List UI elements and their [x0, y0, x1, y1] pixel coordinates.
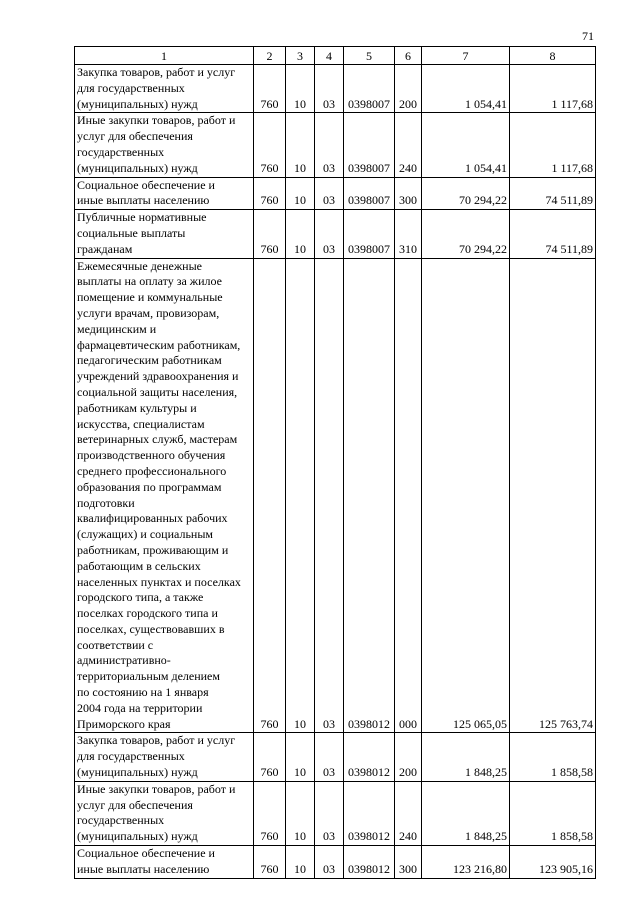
row-name-line: помещение и коммунальные — [77, 290, 223, 305]
admin-code-cell: 760 — [254, 733, 286, 781]
subsection-cell: 03 — [315, 113, 344, 177]
section-cell: 10 — [286, 846, 315, 879]
row-name-line: Закупка товаров, работ и услуг — [77, 65, 236, 79]
row-name-line: государственных — [77, 813, 165, 828]
row-name-line: услуг для обеспечения — [77, 797, 193, 812]
subsection-cell: 03 — [315, 177, 344, 210]
row-name-line: работникам, проживающим и — [77, 542, 229, 557]
row-name-cell — [75, 177, 254, 210]
row-name-line: выплаты на оплату за жилое — [77, 274, 222, 289]
row-name-line: 2004 года на территории — [77, 700, 203, 715]
expense-type-cell: 200 — [395, 65, 422, 113]
row-name-line: образования по программам — [77, 479, 222, 494]
section-cell: 10 — [286, 733, 315, 781]
row-name-line: (муниципальных) нужд — [77, 96, 198, 111]
target-article-cell: 0398007 — [344, 177, 395, 210]
admin-code-cell: 760 — [254, 781, 286, 845]
row-name-line: работникам культуры и — [77, 400, 197, 415]
target-article-cell: 0398007 — [344, 210, 395, 258]
subsection-cell: 03 — [315, 210, 344, 258]
amount-year-1-cell: 1 848,25 — [422, 781, 510, 845]
amount-year-1-cell: 1 054,41 — [422, 113, 510, 177]
row-name-cell — [75, 210, 254, 258]
row-name-line: иные выплаты населению — [77, 861, 210, 876]
header-cell: 4 — [315, 47, 344, 65]
row-name-line: работающим в сельских — [77, 558, 201, 573]
row-name-line: по состоянию на 1 января — [77, 685, 209, 700]
row-name-line: Социальное обеспечение и — [77, 846, 215, 861]
row-name-line: поселках, существовавших в — [77, 621, 225, 636]
table-row — [75, 781, 596, 845]
expense-type-cell: 300 — [395, 846, 422, 879]
row-name-cell — [75, 846, 254, 879]
row-name-line: (муниципальных) нужд — [77, 829, 198, 844]
amount-year-1-cell: 70 294,22 — [422, 210, 510, 258]
amount-year-2-cell: 1 858,58 — [510, 781, 596, 845]
row-name-line: учреждений здравоохранения и — [77, 369, 239, 384]
header-cell: 6 — [395, 47, 422, 65]
row-name-line: для государственных — [77, 80, 185, 95]
row-name-line: Публичные нормативные — [77, 210, 207, 225]
header-cell: 8 — [510, 47, 596, 65]
subsection-cell: 03 — [315, 846, 344, 879]
row-name-line: Иные закупки товаров, работ и — [77, 781, 236, 796]
section-cell: 10 — [286, 65, 315, 113]
section-cell: 10 — [286, 781, 315, 845]
row-name-line: медицинским и — [77, 321, 157, 336]
row-name-cell — [75, 781, 254, 845]
row-name-line: услуг для обеспечения — [77, 129, 193, 144]
section-cell: 10 — [286, 113, 315, 177]
section-cell: 10 — [286, 177, 315, 210]
amount-year-2-cell: 1 858,58 — [510, 733, 596, 781]
admin-code-cell: 760 — [254, 113, 286, 177]
amount-year-2-cell: 74 511,89 — [510, 177, 596, 210]
row-name-line: педагогическим работникам — [77, 353, 222, 368]
target-article-cell: 0398007 — [344, 65, 395, 113]
section-cell: 10 — [286, 258, 315, 733]
header-cell: 1 — [75, 47, 254, 65]
amount-year-2-cell: 125 763,74 — [510, 258, 596, 733]
amount-year-2-cell: 123 905,16 — [510, 846, 596, 879]
amount-year-1-cell: 1 054,41 — [422, 65, 510, 113]
row-name-line: фармацевтическим работникам, — [77, 337, 241, 352]
row-name-cell — [75, 733, 254, 781]
row-name-line: подготовки — [77, 495, 135, 510]
table-row — [75, 210, 596, 258]
table-row — [75, 846, 596, 879]
expense-type-cell: 310 — [395, 210, 422, 258]
row-name-line: Закупка товаров, работ и услуг — [77, 733, 236, 748]
amount-year-1-cell: 123 216,80 — [422, 846, 510, 879]
target-article-cell: 0398012 — [344, 846, 395, 879]
row-name-line: искусства, специалистам — [77, 416, 205, 431]
row-name-line: соответствии с — [77, 637, 154, 652]
amount-year-1-cell: 125 065,05 — [422, 258, 510, 733]
target-article-cell: 0398012 — [344, 781, 395, 845]
expense-type-cell: 300 — [395, 177, 422, 210]
row-name-line: иные выплаты населению — [77, 193, 210, 208]
row-name-line: поселках городского типа и — [77, 606, 218, 621]
budget-table — [74, 46, 596, 879]
row-name-line: городского типа, а также — [77, 590, 204, 605]
table-row — [75, 733, 596, 781]
subsection-cell: 03 — [315, 781, 344, 845]
table-row — [75, 258, 596, 733]
row-name-line: населенных пунктах и поселках — [77, 574, 241, 589]
admin-code-cell: 760 — [254, 210, 286, 258]
header-cell: 3 — [286, 47, 315, 65]
target-article-cell: 0398012 — [344, 258, 395, 733]
header-cell: 7 — [422, 47, 510, 65]
subsection-cell: 03 — [315, 65, 344, 113]
expense-type-cell: 200 — [395, 733, 422, 781]
table-body — [75, 65, 596, 879]
row-name-line: административно- — [77, 653, 171, 668]
row-name-line: (служащих) и социальным — [77, 527, 213, 542]
target-article-cell: 0398012 — [344, 733, 395, 781]
page-number: 71 — [582, 29, 594, 43]
amount-year-2-cell: 74 511,89 — [510, 210, 596, 258]
admin-code-cell: 760 — [254, 258, 286, 733]
row-name-line: для государственных — [77, 749, 185, 764]
expense-type-cell: 240 — [395, 781, 422, 845]
row-name-cell — [75, 65, 254, 113]
amount-year-1-cell: 1 848,25 — [422, 733, 510, 781]
row-name-line: ветеринарных служб, мастерам — [77, 432, 238, 447]
subsection-cell: 03 — [315, 733, 344, 781]
header-cell: 2 — [254, 47, 286, 65]
expense-type-cell: 000 — [395, 258, 422, 733]
amount-year-1-cell: 70 294,22 — [422, 177, 510, 210]
row-name-line: Приморского края — [77, 716, 171, 731]
amount-year-2-cell: 1 117,68 — [510, 113, 596, 177]
table-row — [75, 113, 596, 177]
row-name-line: производственного обучения — [77, 448, 226, 463]
target-article-cell: 0398007 — [344, 113, 395, 177]
row-name-line: государственных — [77, 144, 165, 159]
table-row — [75, 65, 596, 113]
row-name-line: Социальное обеспечение и — [77, 177, 215, 192]
header-cell: 5 — [344, 47, 395, 65]
subsection-cell: 03 — [315, 258, 344, 733]
row-name-line: Иные закупки товаров, работ и — [77, 113, 236, 128]
section-cell: 10 — [286, 210, 315, 258]
row-name-line: квалифицированных рабочих — [77, 511, 228, 526]
admin-code-cell: 760 — [254, 177, 286, 210]
row-name-line: социальные выплаты — [77, 225, 186, 240]
amount-year-2-cell: 1 117,68 — [510, 65, 596, 113]
row-name-cell — [75, 113, 254, 177]
row-name-line: Ежемесячные денежные — [77, 258, 202, 273]
row-name-line: территориальным делением — [77, 669, 220, 684]
table-row — [75, 177, 596, 210]
admin-code-cell: 760 — [254, 846, 286, 879]
admin-code-cell: 760 — [254, 65, 286, 113]
header-row — [75, 47, 596, 65]
expense-type-cell: 240 — [395, 113, 422, 177]
row-name-line: (муниципальных) нужд — [77, 765, 198, 780]
row-name-cell — [75, 258, 254, 733]
row-name-line: гражданам — [77, 241, 133, 256]
row-name-line: (муниципальных) нужд — [77, 160, 198, 175]
row-name-line: социальной защиты населения, — [77, 384, 238, 399]
row-name-line: услуги врачам, провизорам, — [77, 305, 220, 320]
row-name-line: среднего профессионального — [77, 463, 227, 478]
